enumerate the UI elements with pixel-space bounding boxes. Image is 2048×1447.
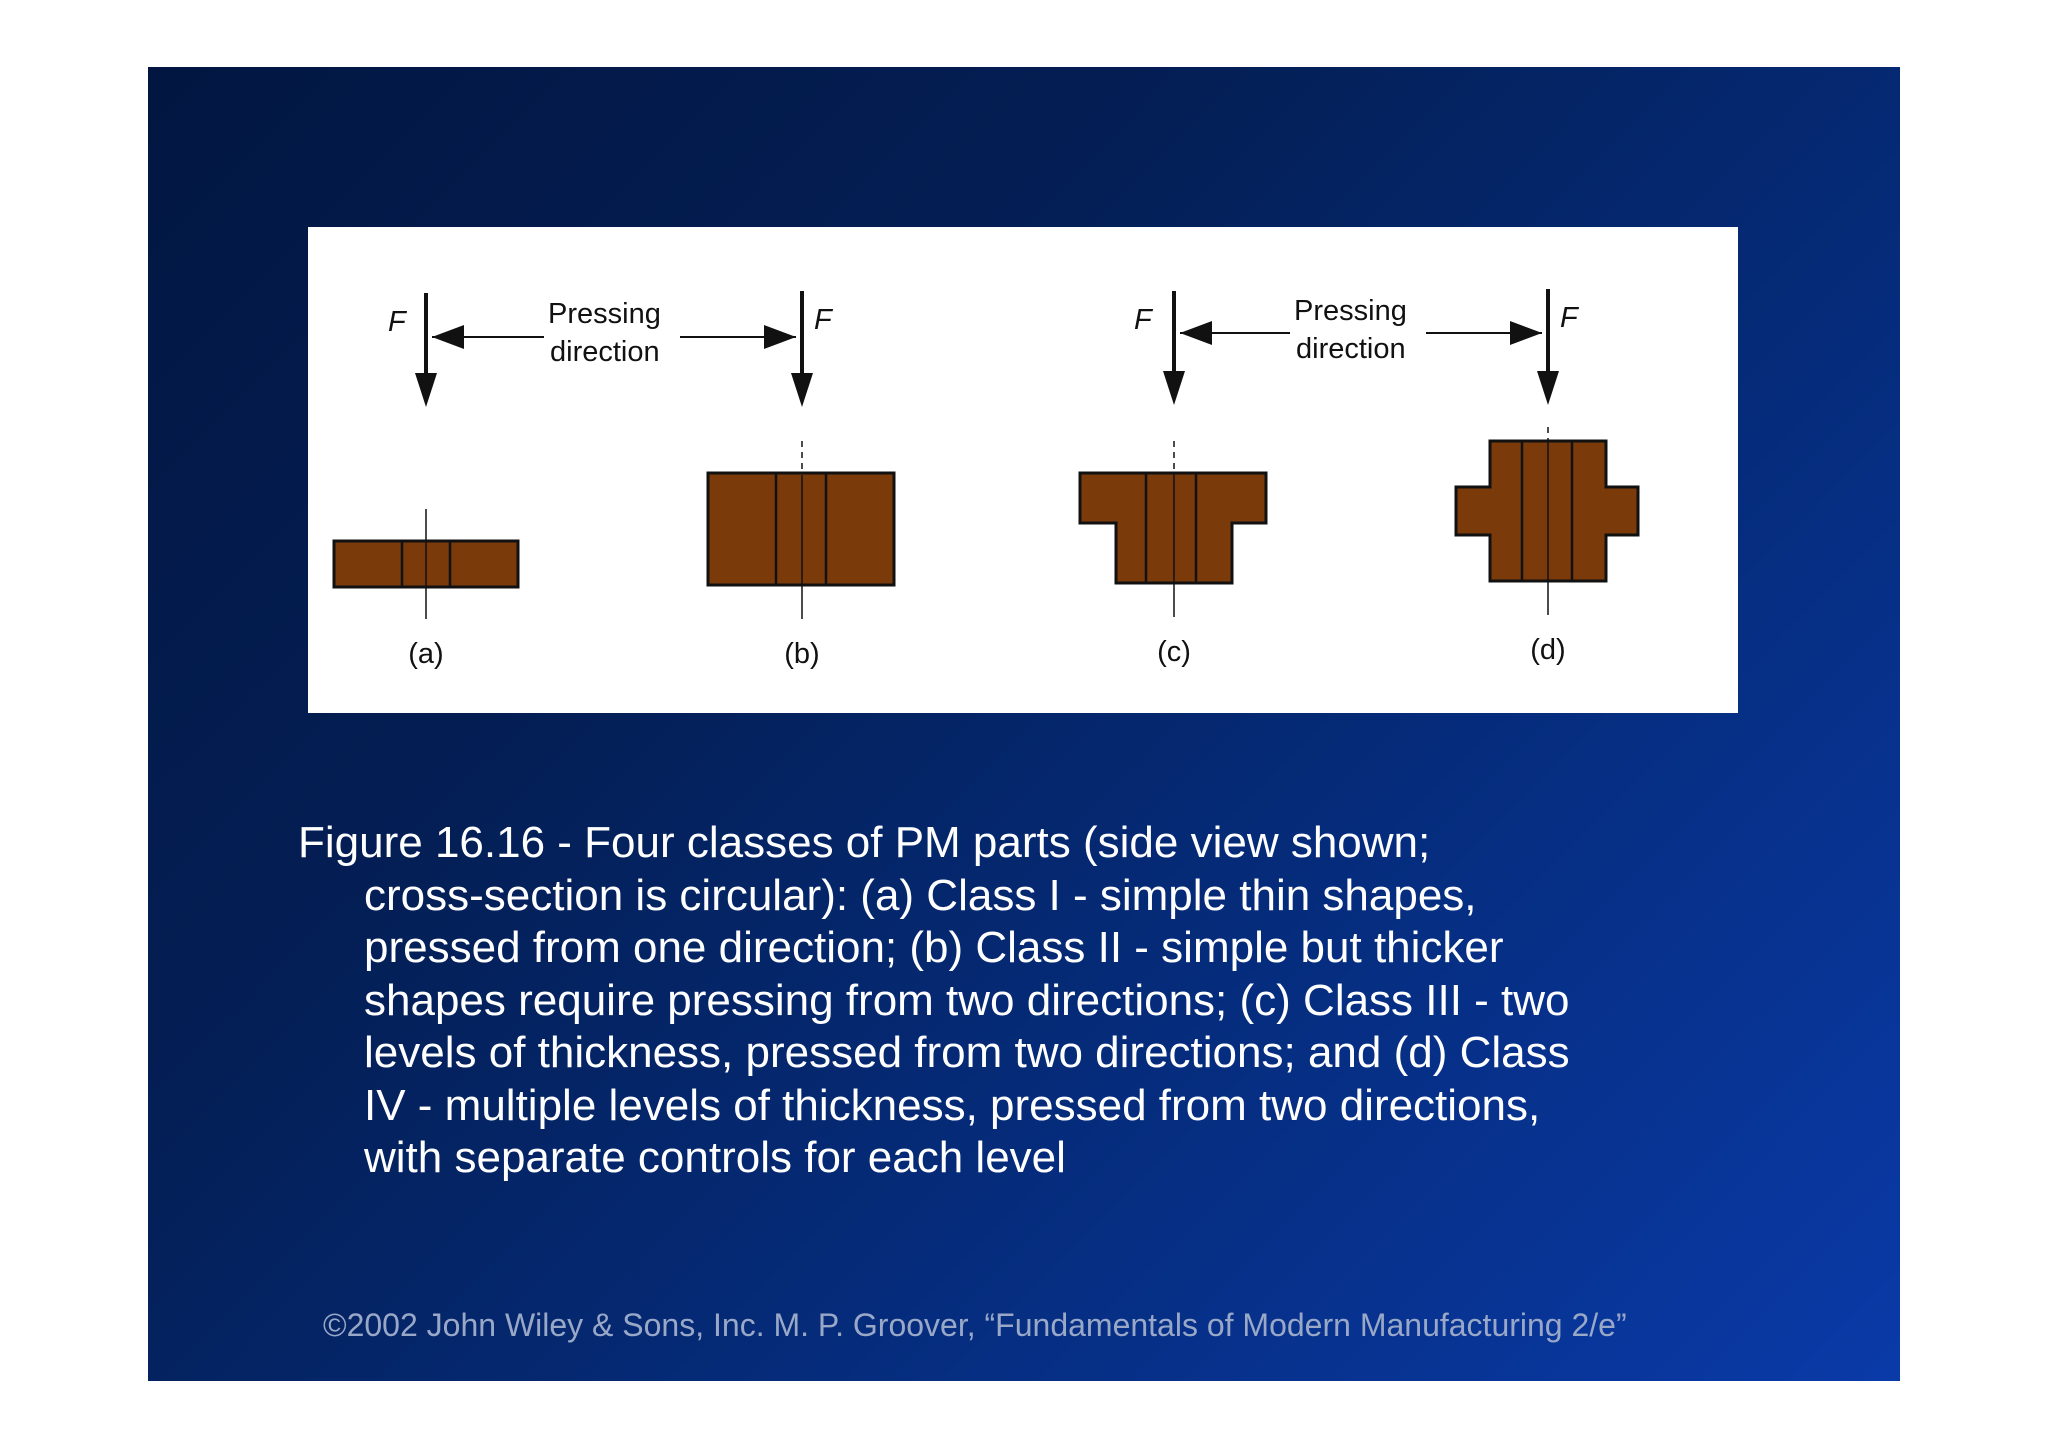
force-label-c: F xyxy=(1134,304,1152,336)
pressing-direction-label-left-1: Pressing xyxy=(548,298,661,330)
slide xyxy=(148,67,1900,1381)
part-label-c: (c) xyxy=(1157,636,1191,668)
pressing-direction-label-right-1: Pressing xyxy=(1294,295,1407,327)
pressing-direction-label-right-2: direction xyxy=(1296,333,1406,365)
force-label-a: F xyxy=(388,306,406,338)
part-label-d: (d) xyxy=(1530,634,1566,666)
force-label-b: F xyxy=(814,304,832,336)
caption-line: cross-section is circular): (a) Class I - simple thin shapes, xyxy=(364,870,1477,920)
force-arrow-a xyxy=(415,293,437,407)
force-arrow-b xyxy=(791,291,813,407)
caption-line: Figure 16.16 - Four classes of PM parts (side view shown; xyxy=(298,818,1431,867)
force-arrow-c xyxy=(1163,291,1185,405)
force-arrow-d xyxy=(1537,289,1559,405)
caption-line: IV - multiple levels of thickness, pressed from two directions, xyxy=(364,1080,1541,1130)
caption-line: pressed from one direction; (b) Class II - simple but thicker xyxy=(364,923,1504,972)
pm-parts-figure xyxy=(308,227,1738,713)
part-label-a: (a) xyxy=(408,638,444,670)
part-label-b: (b) xyxy=(784,638,820,670)
caption-line: with separate controls for each level xyxy=(364,1133,1066,1182)
force-label-d: F xyxy=(1560,302,1578,334)
part-class-iii xyxy=(1080,441,1266,617)
figure-caption xyxy=(298,817,1738,1185)
part-class-iv xyxy=(1456,427,1638,615)
copyright-footer: ©2002 John Wiley & Sons, Inc. M. P. Groover, “Fundamentals of Modern Manufacturing 2/e” xyxy=(323,1307,1627,1343)
caption-line: shapes require pressing from two directions; (c) Class III - two xyxy=(364,975,1570,1025)
figure-panel xyxy=(308,227,1738,713)
caption-line: levels of thickness, pressed from two directions; and (d) Class xyxy=(364,1028,1570,1077)
part-class-ii xyxy=(708,441,894,619)
part-class-i xyxy=(334,509,518,619)
pressing-direction-label-left-2: direction xyxy=(550,336,660,368)
